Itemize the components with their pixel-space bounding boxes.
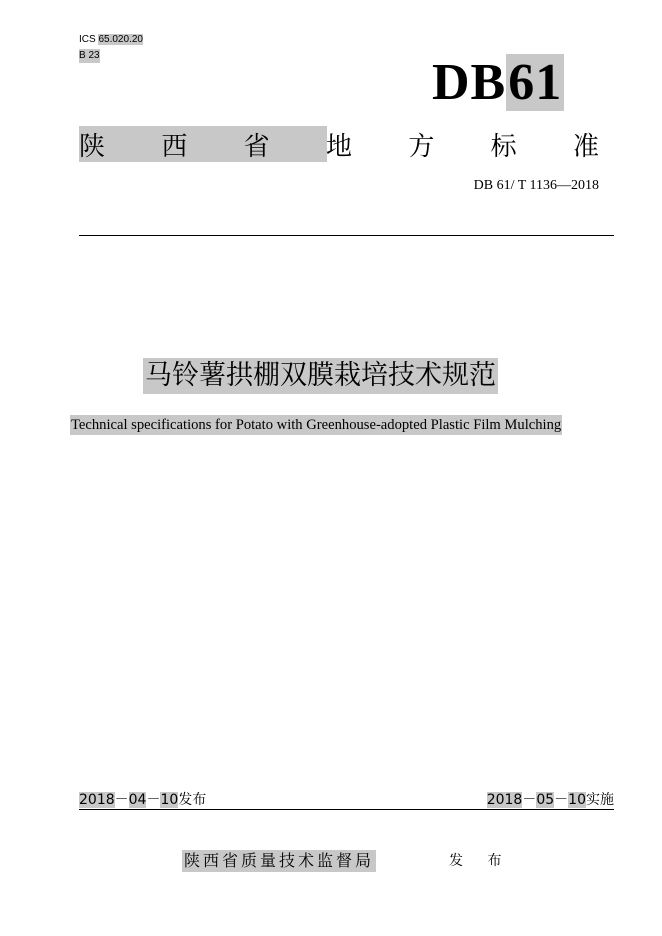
standard-type-char: 省 — [243, 131, 270, 162]
db-logo — [432, 52, 564, 114]
issue-action: 发 布 — [449, 853, 512, 869]
document-title-cn: 马铃薯拱棚双膜栽培技术规范 — [143, 358, 498, 394]
implement-year: 2018 — [486, 792, 523, 808]
ics-label: ICS — [79, 34, 96, 45]
publish-month: 04 — [128, 792, 147, 808]
date-separator: － — [522, 792, 537, 808]
publish-label: 发布 — [178, 792, 207, 808]
standard-type-char: 西 — [161, 131, 188, 162]
standard-type-char: 地 — [325, 131, 352, 162]
db-logo-number: 61 — [508, 54, 563, 111]
ics-code: 65.020.20 — [98, 34, 143, 45]
standard-type-char: 陕 — [79, 131, 106, 162]
date-separator: － — [114, 792, 129, 808]
publish-date — [79, 791, 206, 809]
implement-date — [487, 791, 614, 809]
standard-type-char: 方 — [408, 131, 435, 162]
standard-type-highlight — [79, 126, 327, 162]
publish-year: 2018 — [79, 792, 115, 808]
footer-divider — [79, 809, 614, 810]
header-divider — [79, 235, 614, 236]
issuing-authority: 陕西省质量技术监督局 — [184, 851, 375, 870]
standard-type-char: 准 — [572, 131, 599, 162]
date-separator: － — [146, 792, 161, 808]
date-separator: － — [554, 792, 569, 808]
publish-day: 10 — [160, 792, 179, 808]
document-title-en: Technical specifications for Potato with Greenhouse-adopted Plastic Film Mulching — [71, 417, 562, 433]
implement-month: 05 — [536, 792, 555, 808]
db-logo-prefix: DB — [432, 54, 507, 111]
ccs-code: B 23 — [79, 50, 100, 61]
standard-number: DB 61/ T 1136—2018 — [473, 178, 599, 193]
standard-type-char: 标 — [490, 131, 517, 162]
implement-day: 10 — [568, 792, 586, 808]
implement-label: 实施 — [586, 792, 614, 808]
ics-classification — [79, 33, 143, 47]
standard-type-title — [79, 125, 599, 163]
